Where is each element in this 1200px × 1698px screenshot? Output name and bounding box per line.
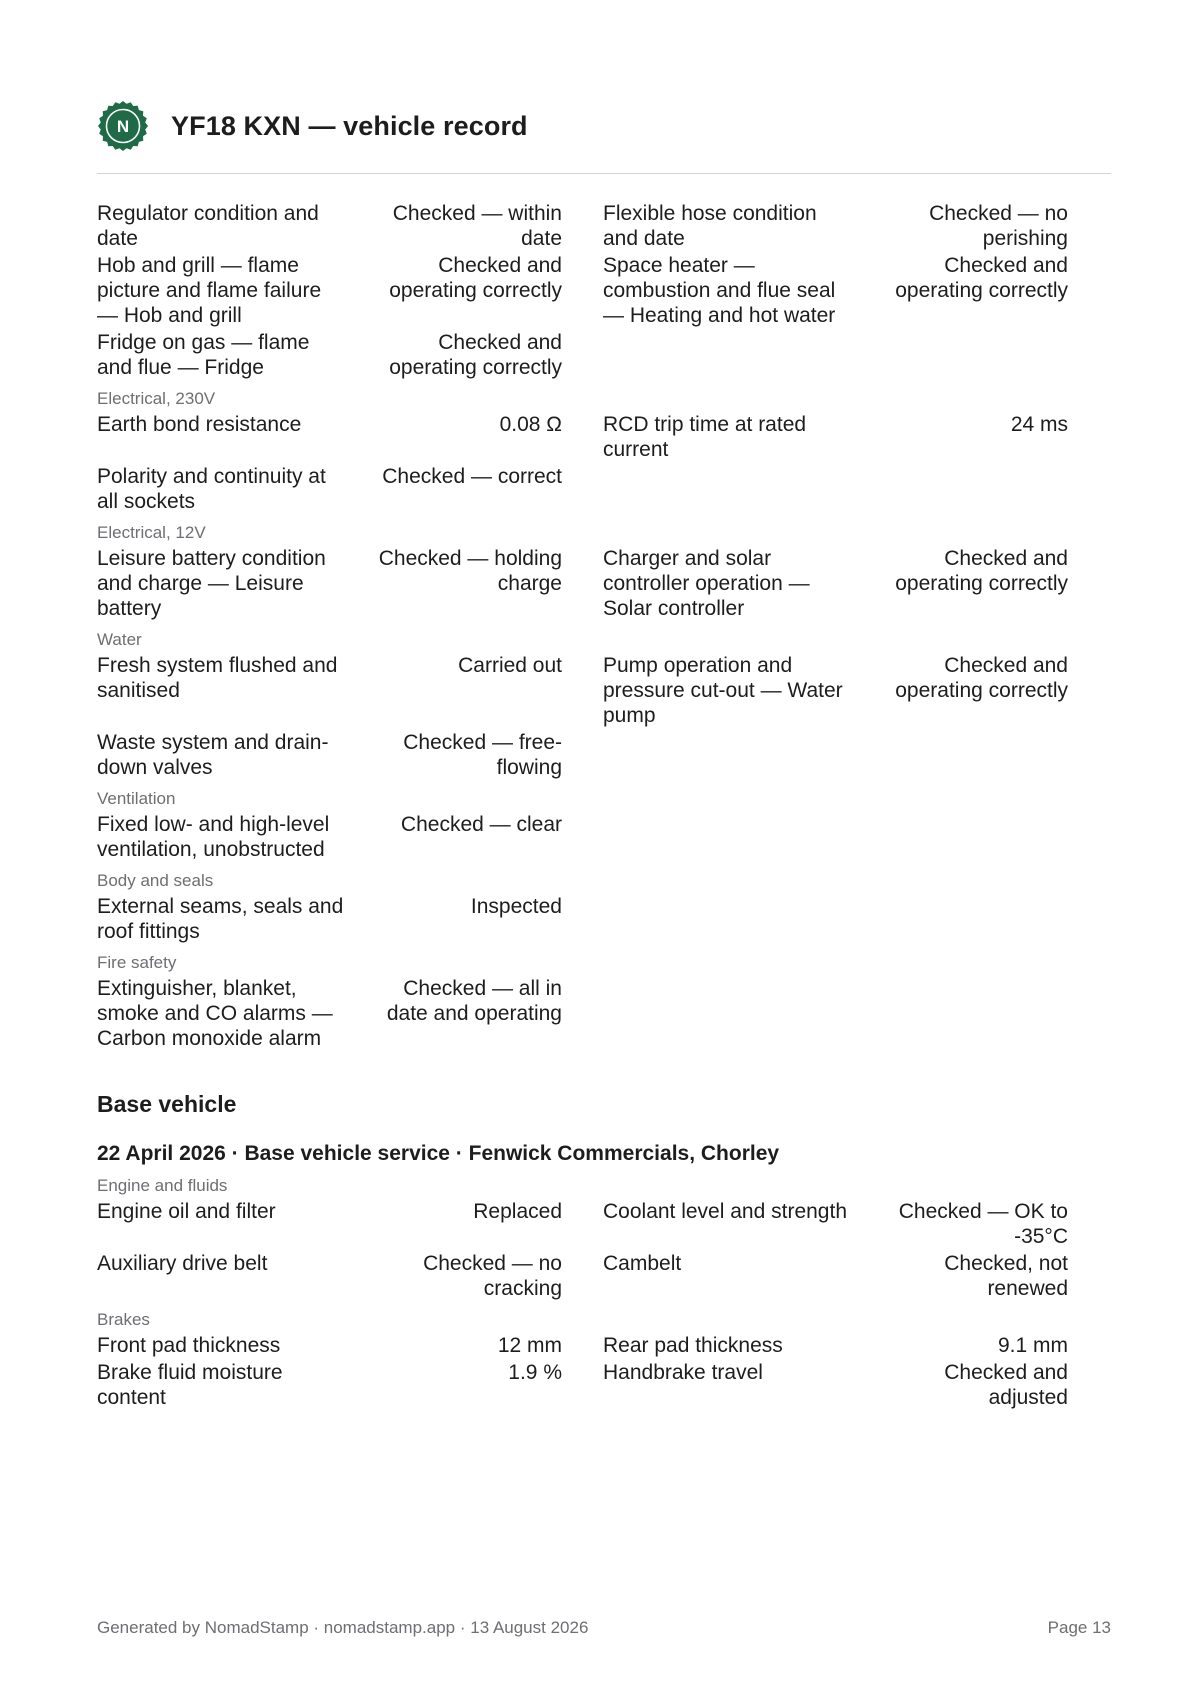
check-value: Checked — clear [400, 813, 562, 836]
column-gap [562, 1333, 603, 1360]
check-label: RCD trip time at rated current [603, 413, 807, 461]
check-value: 9.1 mm [997, 1334, 1068, 1357]
check-item [97, 812, 562, 862]
column-gap [562, 1360, 603, 1412]
column-gap [562, 330, 603, 382]
check-item [603, 412, 1068, 462]
check-label: Space heater — combustion and flue seal — Heating and hot water [603, 254, 836, 327]
empty-cell [603, 330, 1068, 380]
check-item [97, 1360, 562, 1410]
check-value: Checked — OK to -35°C [898, 1200, 1068, 1248]
check-label: Pump operation and pressure cut-out — Water pump [603, 654, 843, 727]
check-grid [97, 894, 1111, 946]
check-item [97, 546, 562, 621]
check-label: Brake fluid moisture content [97, 1361, 283, 1409]
record-content [97, 201, 1111, 1412]
check-item [603, 1360, 1068, 1410]
column-gap [562, 1251, 603, 1303]
check-value: Checked — no perishing [929, 202, 1068, 250]
column-gap [562, 464, 603, 516]
check-grid [97, 976, 1111, 1053]
header-divider [97, 173, 1111, 174]
column-gap [562, 253, 603, 330]
page-title: YF18 KXN — vehicle record [171, 110, 528, 141]
check-label: External seams, seals and roof fittings [97, 895, 344, 943]
check-label: Rear pad thickness [603, 1334, 783, 1357]
check-grid [97, 812, 1111, 864]
check-item [603, 201, 1068, 251]
empty-cell [603, 464, 1068, 514]
empty-cell [603, 812, 1068, 862]
check-label: Cambelt [603, 1252, 682, 1275]
check-label: Earth bond resistance [97, 413, 302, 436]
check-label: Front pad thickness [97, 1334, 281, 1357]
check-grid [97, 546, 1111, 623]
check-label: Polarity and continuity at all sockets [97, 465, 326, 513]
check-value: Checked — all in date and operating [386, 977, 562, 1025]
check-item [97, 201, 562, 251]
check-label: Flexible hose condition and date [603, 202, 817, 250]
habitation-checks [97, 201, 1111, 1053]
section-title-base-vehicle: Base vehicle [97, 1091, 237, 1117]
check-label: Extinguisher, blanket, smoke and CO alarms — Carbon monoxide alarm [97, 977, 333, 1050]
check-label: Fridge on gas — flame and flue — Fridge [97, 331, 310, 379]
check-item [97, 1199, 562, 1249]
check-item [603, 1333, 1068, 1358]
column-gap [562, 412, 603, 464]
check-label: Leisure battery condition and charge — Leisure battery [97, 547, 326, 620]
check-value: Checked and operating correctly [389, 331, 562, 379]
check-label: Hob and grill — flame picture and flame failure — Hob and grill [97, 254, 322, 327]
check-item [97, 653, 562, 728]
check-item [97, 412, 562, 462]
column-gap [562, 894, 603, 946]
check-label: Waste system and drain-down valves [97, 731, 329, 779]
nomadstamp-logo [97, 100, 149, 152]
check-value: 12 mm [497, 1334, 562, 1357]
column-gap [562, 653, 603, 730]
document-page [97, 0, 1111, 1698]
group-label: Water [97, 630, 142, 649]
check-item [97, 1251, 562, 1301]
check-item [603, 546, 1068, 621]
check-item [97, 253, 562, 328]
group-label: Engine and fluids [97, 1176, 228, 1195]
check-value: Checked and operating correctly [895, 547, 1068, 595]
check-item [603, 1199, 1068, 1249]
check-value: 0.08 Ω [499, 413, 562, 436]
check-value: Checked and operating correctly [895, 654, 1068, 702]
logo-letter: N [116, 117, 130, 136]
check-value: Checked, not renewed [944, 1252, 1068, 1300]
check-item [97, 976, 562, 1051]
group-label: Fire safety [97, 953, 177, 972]
check-item [603, 253, 1068, 328]
check-item [603, 653, 1068, 728]
check-grid [97, 201, 1111, 382]
base-vehicle-checks [97, 1173, 1111, 1412]
check-label: Coolant level and strength [603, 1200, 847, 1223]
column-gap [562, 201, 603, 253]
group-label: Electrical, 12V [97, 523, 206, 542]
check-grid [97, 412, 1111, 516]
check-value: Checked — within date [392, 202, 562, 250]
page-header [97, 98, 1111, 154]
check-label: Charger and solar controller operation — Solar controller [603, 547, 810, 620]
check-item [97, 330, 562, 380]
check-label: Fresh system flushed and sanitised [97, 654, 338, 702]
check-value: Checked — free-flowing [403, 731, 562, 779]
check-grid [97, 653, 1111, 782]
check-item [97, 894, 562, 944]
group-label: Ventilation [97, 789, 176, 808]
footer-generated: Generated by NomadStamp · nomadstamp.app · 13 August 2026 [97, 1618, 589, 1637]
check-label: Fixed low- and high-level ventilation, unobstructed [97, 813, 330, 861]
check-item [97, 1333, 562, 1358]
check-value: Checked — holding charge [378, 547, 562, 595]
check-value: Checked — correct [382, 465, 562, 488]
group-label: Body and seals [97, 871, 214, 890]
footer-page-number: Page 13 [1047, 1618, 1111, 1637]
check-item [97, 464, 562, 514]
check-grid [97, 1199, 1111, 1303]
column-gap [562, 730, 603, 782]
group-label: Brakes [97, 1310, 150, 1329]
column-gap [562, 812, 603, 864]
check-value: Replaced [473, 1200, 562, 1223]
check-label: Regulator condition and date [97, 202, 319, 250]
empty-cell [603, 730, 1068, 780]
group-label: Electrical, 230V [97, 389, 216, 408]
check-value: Checked and operating correctly [389, 254, 562, 302]
check-item [97, 730, 562, 780]
check-grid [97, 1333, 1111, 1412]
empty-cell [603, 976, 1068, 1051]
check-value: Checked — no cracking [423, 1252, 562, 1300]
check-value: Inspected [470, 895, 562, 918]
check-label: Auxiliary drive belt [97, 1252, 268, 1275]
column-gap [562, 546, 603, 623]
check-value: Checked and operating correctly [895, 254, 1068, 302]
empty-cell [603, 894, 1068, 944]
check-item [603, 1251, 1068, 1301]
check-value: Carried out [458, 654, 562, 677]
check-value: 24 ms [1010, 413, 1068, 436]
check-label: Engine oil and filter [97, 1200, 276, 1223]
column-gap [562, 976, 603, 1053]
check-label: Handbrake travel [603, 1361, 763, 1384]
column-gap [562, 1199, 603, 1251]
service-heading: 22 April 2026 · Base vehicle service · Fenwick Commercials, Chorley [97, 1142, 780, 1165]
check-value: Checked and adjusted [944, 1361, 1068, 1409]
check-value: 1.9 % [508, 1361, 562, 1384]
page-footer [97, 1618, 1111, 1638]
